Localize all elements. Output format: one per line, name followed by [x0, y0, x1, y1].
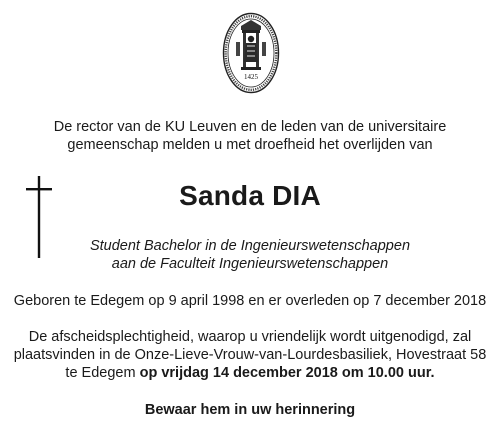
ceremony-line-3: [0, 364, 500, 382]
ceremony-datetime: op vrijdag 14 december 2018 om 10.00 uur.: [139, 365, 435, 381]
ceremony-location: te Edegem: [65, 365, 140, 381]
study-line-2: aan de Faculteit Ingenieurswetenschappen: [111, 256, 389, 272]
study-line-1: Student Bachelor in de Ingenieurswetenschappen: [89, 238, 411, 254]
seal-year: 1425: [244, 73, 258, 81]
ceremony-line-1: De afscheidsplechtigheid, waarop u vriendelijk wordt uitgenodigd, zal: [28, 329, 472, 345]
ku-leuven-seal-icon: [222, 12, 280, 94]
deceased-name: Sanda DIA: [179, 180, 321, 211]
ceremony-line-2: plaatsvinden in de Onze-Lieve-Vrouw-van-Lourdesbasiliek, Hovestraat 58: [13, 347, 487, 363]
birth-death-dates: Geboren te Edegem op 9 april 1998 en er overleden op 7 december 2018: [13, 293, 487, 309]
intro-line-2: gemeenschap melden u met droefheid het overlijden van: [67, 137, 433, 153]
intro-line-1: De rector van de KU Leuven en de leden van de universitaire: [53, 119, 447, 135]
closing-line: Bewaar hem in uw herinnering: [144, 402, 356, 418]
